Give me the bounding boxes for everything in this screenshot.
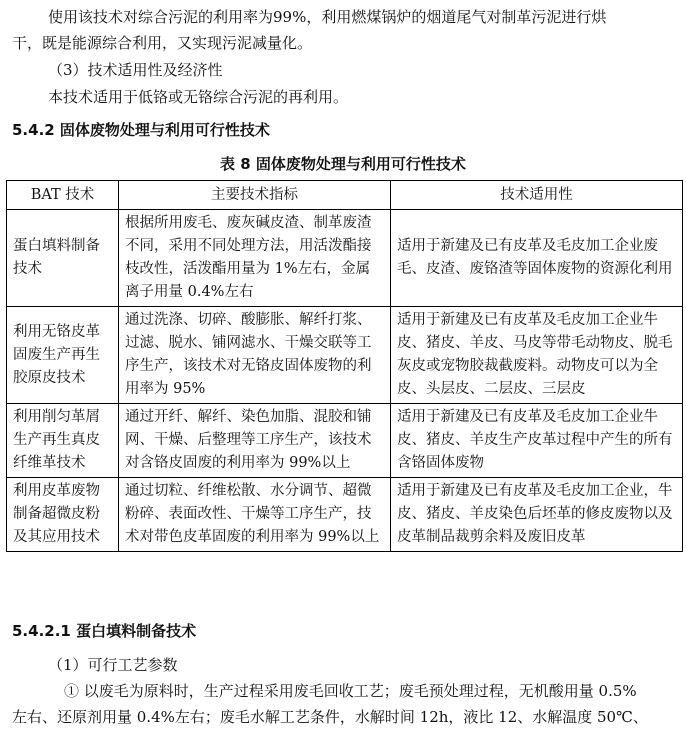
applicability-cell: 适用于新建及已有皮革及毛皮加工企业废毛、皮渣、废铬渣等固体废物的资源化利用 [391,210,683,307]
param-heading: （1）可行工艺参数 [48,656,178,674]
intro-line-2: 干，既是能源综合利用，又实现污泥减量化。 [12,34,313,52]
param-line-1: ① 以废毛为原料时，生产过程采用废毛回收工艺；废毛预处理过程，无机酸用量 0.5% [64,682,637,700]
table-header-row [7,181,683,210]
applicability-cell: 适用于新建及已有皮革及毛皮加工企业牛皮、猪皮、羊皮生产皮革过程中产生的所有含铬固体废物 [391,404,683,478]
bat-cell: 利用皮革废物制备超微皮粉及其应用技术 [7,478,119,552]
table-row [7,478,683,552]
indicator-cell: 通过开纤、解纤、染色加脂、混胶和铺网、干燥、后整理等工序生产，该技术对含铬皮固废的利用率为 99%以上 [119,404,391,478]
bat-table [6,180,683,552]
section-heading: 5.4.2 固体废物处理与利用可行性技术 [12,121,270,139]
bat-cell: 利用削匀革屑生产再生真皮纤维革技术 [7,404,119,478]
intro-line-1: 使用该技术对综合污泥的利用率为99%，利用燃煤锅炉的烟道尾气对制革污泥进行烘 [48,8,607,26]
header-bat: BAT 技术 [7,181,119,210]
header-applicability: 技术适用性 [391,181,683,210]
bat-cell: 利用无铬皮革固废生产再生胶原皮技术 [7,307,119,404]
bat-cell: 蛋白填料制备技术 [7,210,119,307]
sub-heading: （3）技术适用性及经济性 [48,61,223,79]
table-caption: 表 8 固体废物处理与利用可行性技术 [220,155,466,173]
table-row [7,404,683,478]
applicability-cell: 适用于新建及已有皮革及毛皮加工企业牛皮、猪皮、羊皮、马皮等带毛动物皮、脱毛灰皮或宠物胶裁截废料。动物皮可以为全皮、头层皮、二层皮、三层皮 [391,307,683,404]
table-row [7,210,683,307]
applicability-cell: 适用于新建及已有皮革及毛皮加工企业，牛皮、猪皮、羊皮染色后坯革的修皮废物以及皮革制品裁剪余料及废旧皮革 [391,478,683,552]
indicator-cell: 通过洗涤、切碎、酸膨胀、解纤打浆、过滤、脱水、铺网滤水、干燥交联等工序生产，该技术对无铬皮固体废物的利用率为 95% [119,307,391,404]
sub-text: 本技术适用于低铬或无铬综合污泥的再利用。 [48,88,349,106]
indicator-cell: 根据所用废毛、废灰碱皮渣、制革废渣不同，采用不同处理方法，用活泼酯接枝改性，活泼酯用量为 1%左右，金属离子用量 0.4%左右 [119,210,391,307]
table-row [7,307,683,404]
header-indicators: 主要技术指标 [119,181,391,210]
subsection-heading: 5.4.2.1 蛋白填料制备技术 [12,622,197,640]
param-line-2: 左右、还原剂用量 0.4%左右；废毛水解工艺条件，水解时间 12h，液比 12、水解温度 50℃、 [12,708,648,726]
indicator-cell: 通过切粒、纤维松散、水分调节、超微粉碎、表面改性、干燥等工序生产，技术对带色皮革固废的利用率为 99%以上 [119,478,391,552]
